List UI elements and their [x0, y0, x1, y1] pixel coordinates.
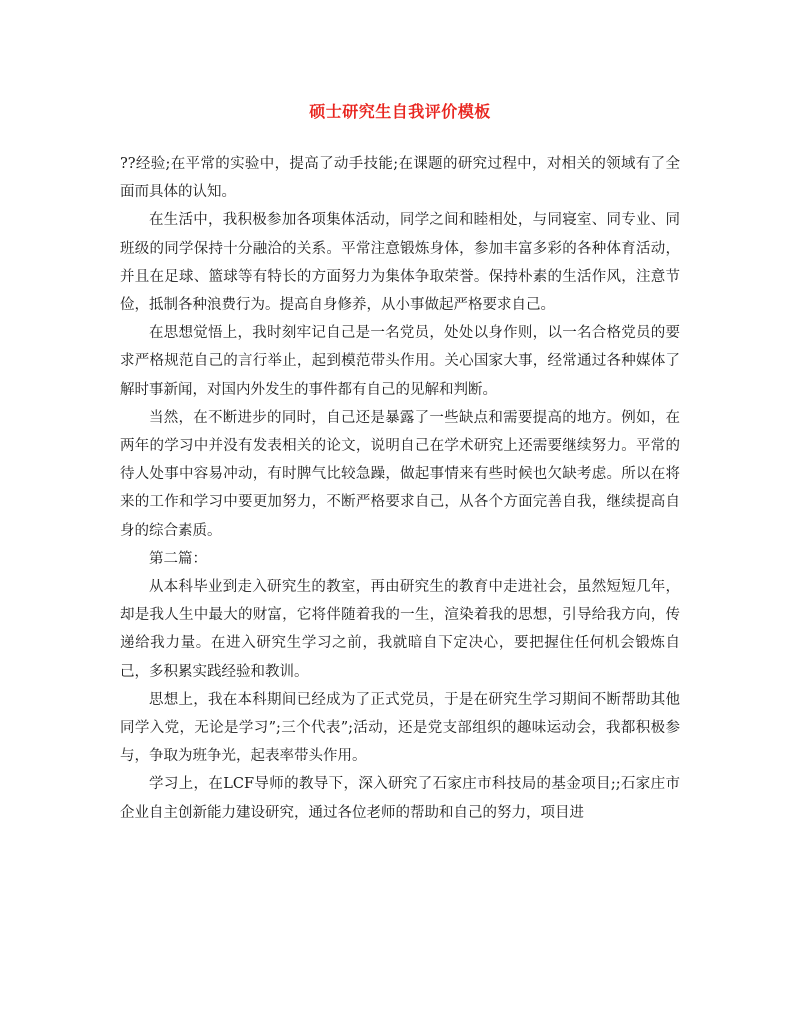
paragraph-shortcomings: 当然，在不断进步的同时，自己还是暴露了一些缺点和需要提高的地方。例如，在两年的学习中并没有发表相关的论文，说明自己在学术研究上还需要继续努力。平常的待人处事中容易冲动，有时脾气比较急躁，做起事情来有些时候也欠缺考虑。所以在将来的工作和学习中要更加努力，不断严格要求自己，从各个方面完善自我，继续提高自身的综合素质。 — [120, 409, 680, 539]
paragraph-intro-second: 从本科毕业到走入研究生的教室，再由研究生的教育中走进社会，虽然短短几年，却是我人生中最大的财富，它将伴随着我的一生，渲染着我的思想，引导给我方向，传递给我力量。在进入研究生学习之前，我就暗自下定决心，要把握住任何机会锻炼自己，多积累实践经验和教训。 — [120, 579, 680, 680]
document-page — [120, 100, 680, 827]
section-heading-second: 第二篇： — [149, 550, 207, 567]
document-title: 硕士研究生自我评价模板 — [309, 102, 491, 121]
paragraph-experience: ??经验;在平常的实验中，提高了动手技能;在课题的研究过程中，对相关的领域有了全面而具体的认知。 — [120, 156, 680, 201]
paragraph-ideology: 在思想觉悟上，我时刻牢记自己是一名党员，处处以身作则，以一名合格党员的要求严格规范自己的言行举止，起到模范带头作用。关心国家大事，经常通过各种媒体了解时事新闻，对国内外发生的事件都有自己的见解和判断。 — [120, 325, 680, 398]
paragraph-life: 在生活中，我积极参加各项集体活动，同学之间和睦相处，与同寝室、同专业、同班级的同学保持十分融洽的关系。平常注意锻炼身体，参加丰富多彩的各种体育活动，并且在足球、篮球等有特长的方面努力为集体争取荣誉。保持朴素的生活作风，注意节俭，抵制各种浪费行为。提高自身修养，从小事做起严格要求自己。 — [120, 212, 680, 314]
paragraph-thought: 思想上，我在本科期间已经成为了正式党员，于是在研究生学习期间不断帮助其他同学入党，无论是学习”;三个代表”;活动，还是党支部组织的趣味运动会，我都积极参与，争取为班争光，起表率带头作用。 — [120, 691, 680, 765]
paragraph-study: 学习上，在LCF导师的教导下，深入研究了石家庄市科技局的基金项目;;石家庄市企业自主创新能力建设研究，通过各位老师的帮助和自己的努力，项目进 — [120, 776, 680, 821]
